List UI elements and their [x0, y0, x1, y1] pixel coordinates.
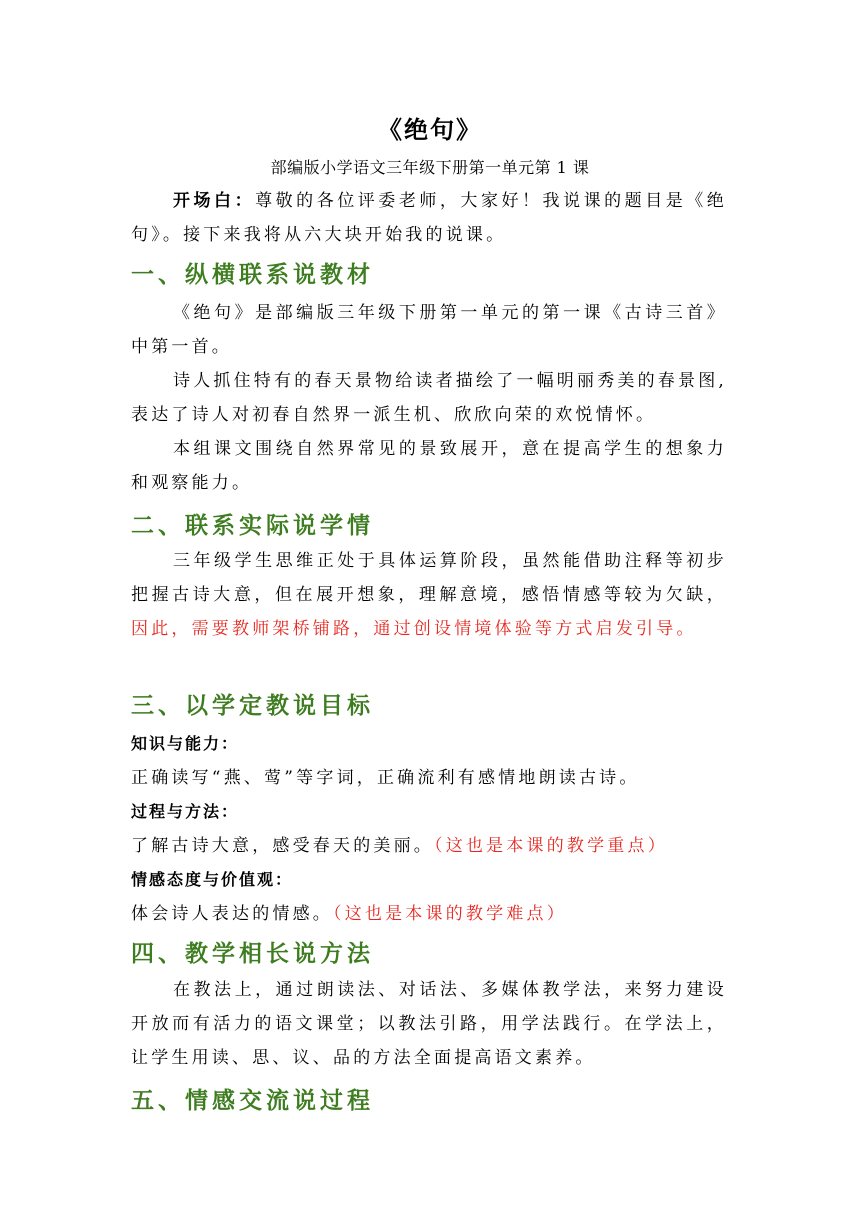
- section-1-paragraph-3: 本组课文围绕自然界常见的景致展开，意在提高学生的想象力和观察能力。: [131, 439, 727, 493]
- objectives-list: [131, 727, 727, 931]
- emotion-label: 情感态度与价值观：: [131, 870, 294, 889]
- section-5-heading: 五、情感交流说过程: [131, 1088, 374, 1114]
- knowledge-text: 正确读写“燕、莺”等字词，正确流利有感情地朗读古诗。: [131, 768, 640, 788]
- opening-paragraph: [131, 184, 727, 252]
- section-2-heading: 二、联系实际说学情: [131, 513, 374, 539]
- section-2-highlight: 因此，需要教师架桥铺路，通过创设情境体验等方式启发引导。: [131, 619, 697, 639]
- section-1-paragraph-1: 《绝句》是部编版三年级下册第一单元的第一课《古诗三首》中第一首。: [131, 303, 727, 357]
- section-4-paragraph: 在教法上，通过朗读法、对话法、多媒体教学法，来努力建设开放而有活力的语文课堂；以教法引路，用学法践行。在学法上，让学生用读、思、议、品的方法全面提高语文素养。: [131, 980, 727, 1068]
- section-2-text: 三年级学生思维正处于具体运算阶段，虽然能借助注释等初步把握古诗大意，但在展开想象，理解意境，感悟情感等较为欠缺，: [131, 551, 727, 605]
- document-title: 《绝句》: [378, 115, 482, 144]
- process-text: 了解古诗大意，感受春天的美丽。: [131, 836, 434, 856]
- section-1-heading: 一、纵横联系说教材: [131, 262, 374, 288]
- emotion-line: [131, 897, 727, 931]
- opening-label: 开场白：: [173, 191, 256, 211]
- process-line: [131, 829, 727, 863]
- opening-text: 尊敬的各位评委老师，大家好！我说课的题目是《绝句》。接下来我将从六大块开始我的说课。: [131, 191, 727, 245]
- difficulty-note: （这也是本课的教学难点）: [333, 904, 567, 924]
- section-2-paragraph: [131, 544, 727, 646]
- knowledge-label: 知识与能力：: [131, 734, 240, 753]
- section-4-heading: 四、教学相长说方法: [131, 941, 374, 967]
- section-1-paragraph-2: 诗人抓住特有的春天景物给读者描绘了一幅明丽秀美的春景图,表达了诗人对初春自然界一派生机、欣欣向荣的欢悦情怀。: [131, 371, 728, 425]
- document-subtitle: 部编版小学语文三年级下册第一单元第 1 课: [270, 158, 590, 177]
- emotion-text: 体会诗人表达的情感。: [131, 904, 333, 924]
- section-3-heading: 三、以学定教说目标: [131, 693, 374, 719]
- key-point-note: （这也是本课的教学重点）: [434, 836, 668, 856]
- process-label: 过程与方法：: [131, 802, 240, 821]
